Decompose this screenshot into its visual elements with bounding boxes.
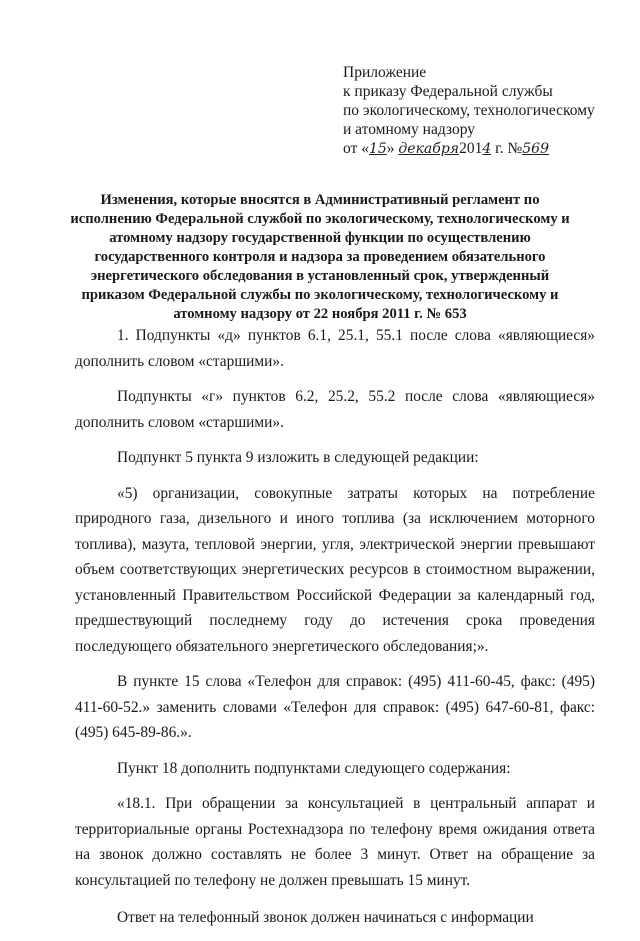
- paragraph: «5) организации, совокупные затраты которых на потребление природного газа, дизельного и иного топлива (за исключением моторного топлива), мазута, тепловой энергии, угля, электрической энергии превышают объем соответствующих энергетических ресурсов в стоимостном выражении, установленный Правительством Российской Федерации за календарный год, предшествующий последнему году до истечения срока проведения последующего обязательного энергетического обследования;».: [75, 484, 595, 655]
- appendix-line: и атомному надзору: [343, 121, 475, 138]
- paragraph: 1. Подпункты «д» пунктов 6.1, 25.1, 55.1 после слова «являющиеся» дополнить словом «старшими».: [75, 327, 595, 370]
- appendix-line: по экологическому, технологическому: [343, 102, 595, 119]
- paragraph: Ответ на телефонный звонок должен начинаться с информации: [117, 909, 534, 926]
- order-date-line: [343, 139, 595, 159]
- appendix-line: к приказу Федеральной службы: [343, 83, 553, 100]
- date-suffix: г. №: [491, 140, 523, 157]
- appendix-header: [343, 63, 595, 159]
- paragraph: В пункте 15 слова «Телефон для справок: (495) 411-60-45, факс: (495) 411-60-52.» заменить словами «Телефон для справок: (495) 647-60-81, факс: (495) 645-89-86.».: [75, 673, 595, 741]
- date-mid: »: [386, 140, 395, 157]
- document-title: Изменения, которые вносятся в Административный регламент по исполнению Федеральной службой по экологическому, технологическому и атомному надзору государственной функции по осуществлению государственного контроля и надзора за проведением обязательного энергетического обследования в установленный срок, утвержденный приказом Федеральной службы по экологическому, технологическому и атомному надзору от 22 ноября 2011 г. № 653: [70, 192, 570, 322]
- paragraph: «18.1. При обращении за консультацией в центральный аппарат и территориальные органы Ростехнадзора по телефону время ожидания ответа на звонок должно составлять не более 3 минут. Ответ на обращение за консультацией по телефону не должен превышать 15 минут.: [75, 795, 595, 889]
- appendix-line: Приложение: [343, 64, 427, 81]
- handwritten-doc-number: 569: [522, 141, 549, 157]
- handwritten-day: 15: [368, 141, 387, 157]
- paragraph: Пункт 18 дополнить подпунктами следующего содержания:: [117, 759, 511, 777]
- paragraph: Подпункты «г» пунктов 6.2, 25.2, 55.2 после слова «являющиеся» дополнить словом «старшими».: [75, 388, 595, 431]
- paragraph: Подпункт 5 пункта 9 изложить в следующей редакции:: [117, 449, 479, 466]
- date-prefix: от «: [343, 140, 369, 157]
- handwritten-year-digit: 4: [482, 141, 492, 157]
- date-year-prefix: 201: [459, 140, 483, 157]
- document-body: [75, 323, 595, 941]
- handwritten-month: декабря: [398, 141, 460, 157]
